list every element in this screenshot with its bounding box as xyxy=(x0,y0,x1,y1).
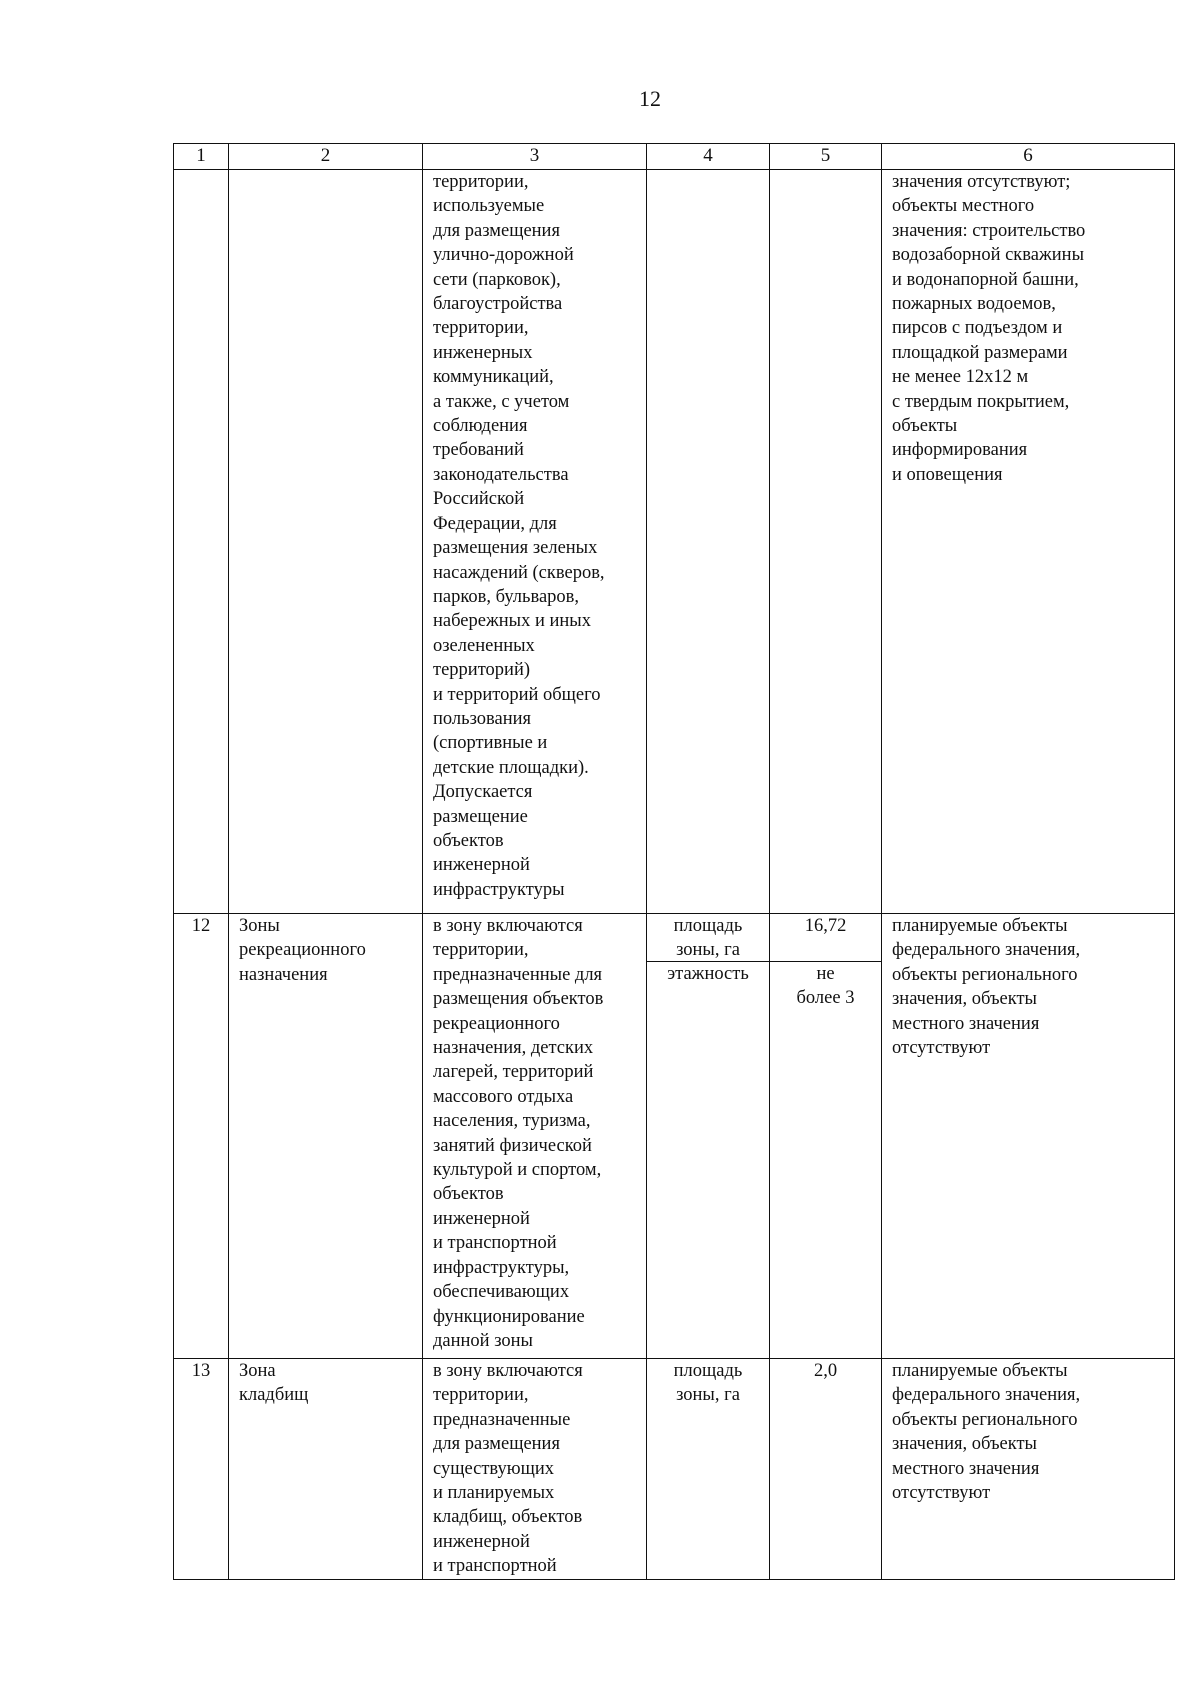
parameter-cell xyxy=(647,170,770,914)
parameter-floors-label: этажность xyxy=(667,964,749,984)
value-cell xyxy=(770,914,882,1359)
header-col-4: 4 xyxy=(647,144,770,170)
parameter-cell xyxy=(647,914,770,1359)
header-col-5: 5 xyxy=(770,144,882,170)
zone-description-cell: территории, используемые для размещения улично-дорожной сети (парковок), благоустройства территории, инженерных коммуникаций, а также, с учетом соблюдения требований законодательства Российской Федерации, для размещения зеленых насаждений (скверов, парков, бульваров, набережных и иных озелененных территорий) и территорий общего пользования (спортивные и детские площадки). Допускается размещение объектов инженерной инфраструктуры xyxy=(423,170,647,914)
zone-description-cell: в зону включаются территории, предназначенные для размещения объектов рекреационного назначения, детских лагерей, территорий массового отдыха населения, туризма, занятий физической культурой и спортом, объектов инженерной и транспортной инфраструктуры, обеспечивающих функционирование данной зоны xyxy=(423,914,647,1359)
zones-table xyxy=(173,143,1175,1580)
zone-name-cell: Зоны рекреационного назначения xyxy=(229,914,423,1359)
header-col-2: 2 xyxy=(229,144,423,170)
parameter-area-label: площадь зоны, га xyxy=(647,914,769,962)
planned-objects-cell: планируемые объекты федерального значения, объекты регионального значения, объекты местного значения отсутствуют xyxy=(882,914,1175,1359)
row-number-cell: 13 xyxy=(174,1359,229,1580)
row-number-cell xyxy=(174,170,229,914)
row-number-cell: 12 xyxy=(174,914,229,1359)
zone-name-cell: Зона кладбищ xyxy=(229,1359,423,1580)
value-floors: не более 3 xyxy=(796,964,855,1009)
planned-objects-cell: планируемые объекты федерального значения, объекты регионального значения, объекты местного значения отсутствуют xyxy=(882,1359,1175,1580)
zone-description-cell: в зону включаются территории, предназначенные для размещения существующих и планируемых кладбищ, объектов инженерной и транспортной xyxy=(423,1359,647,1580)
value-area: 16,72 xyxy=(770,914,881,962)
parameter-cell: площадь зоны, га xyxy=(647,1359,770,1580)
table-row-13 xyxy=(174,1359,1175,1580)
page-number: 12 xyxy=(639,86,661,111)
planned-objects-cell: значения отсутствуют; объекты местного значения: строительство водозаборной скважины и водонапорной башни, пожарных водоемов, пирсов с подъездом и площадкой размерами не менее 12х12 м с твердым покрытием, объекты информирования и оповещения xyxy=(882,170,1175,914)
table-row-12 xyxy=(174,914,1175,1359)
header-col-3: 3 xyxy=(423,144,647,170)
table-row-continuation xyxy=(174,170,1175,914)
zone-name-cell xyxy=(229,170,423,914)
header-col-1: 1 xyxy=(174,144,229,170)
value-cell: 2,0 xyxy=(770,1359,882,1580)
table-header-row xyxy=(174,144,1175,170)
header-col-6: 6 xyxy=(882,144,1175,170)
value-cell xyxy=(770,170,882,914)
